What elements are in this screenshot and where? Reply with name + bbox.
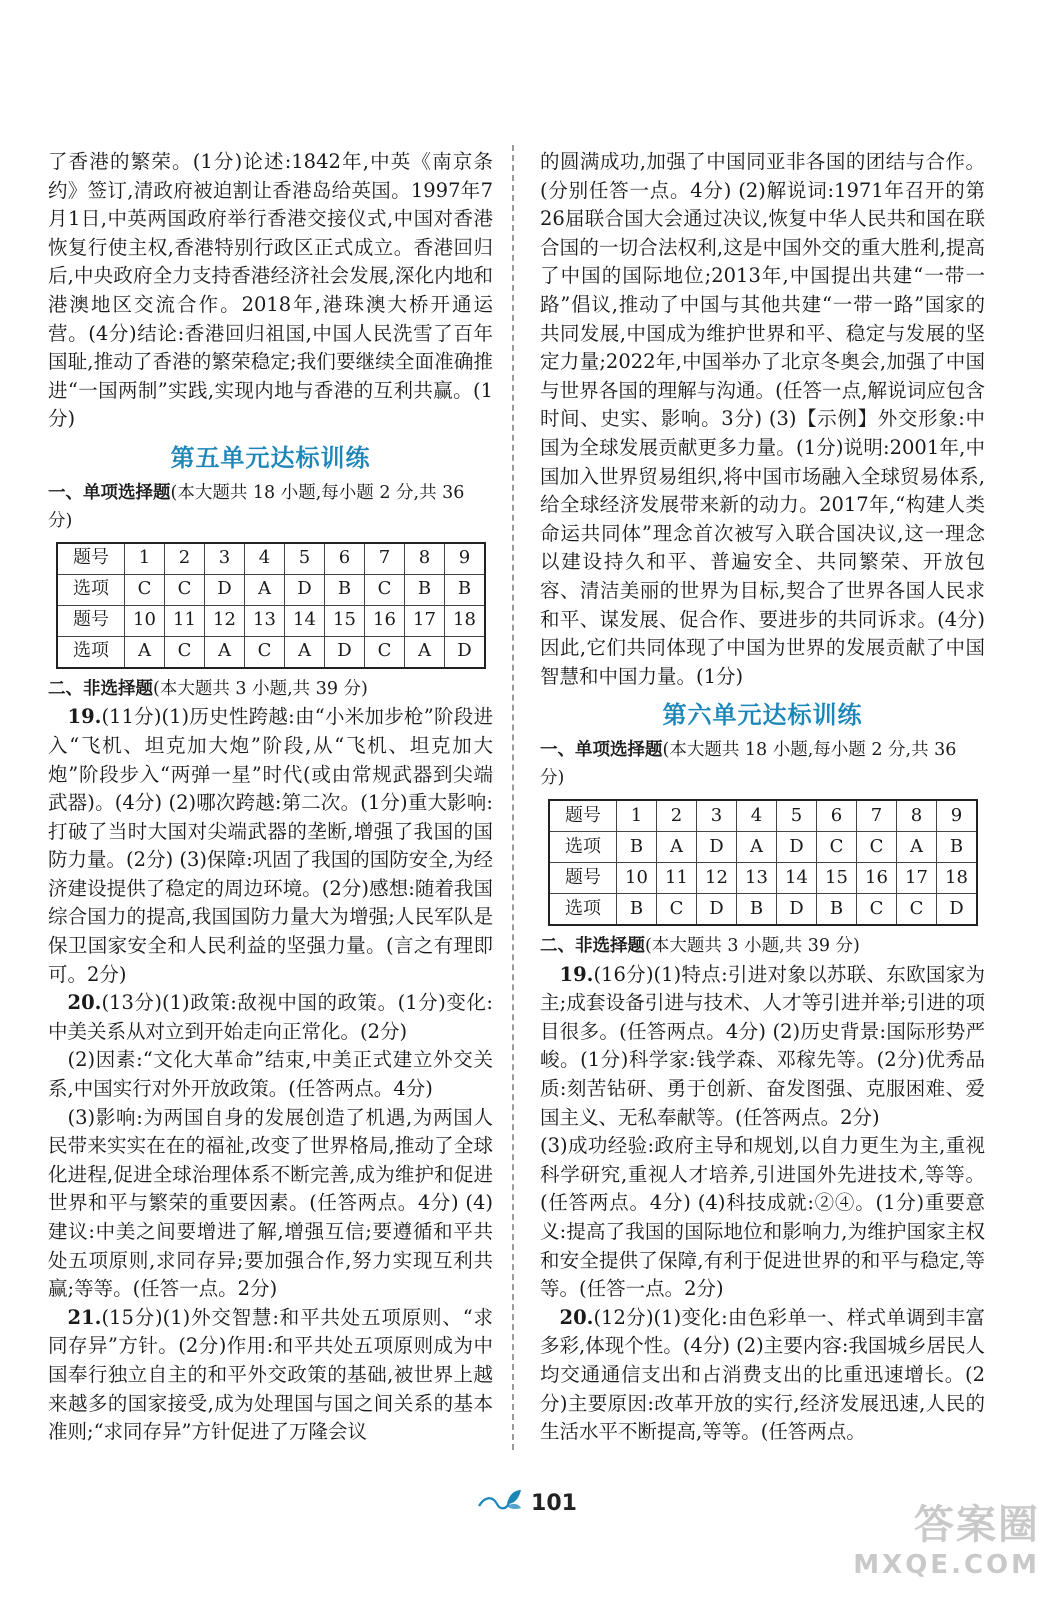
answer-20-part2: (2)因素:“文化大革命”结束,中美正式建立外交关系,中国实行对外开放政策。(任答两点。4分) bbox=[48, 1048, 493, 1101]
table-cell: 3 bbox=[205, 543, 245, 575]
table-cell: D bbox=[697, 894, 737, 926]
table-cell: 9 bbox=[445, 543, 486, 575]
table-cell: 2 bbox=[657, 800, 697, 832]
table-cell: 11 bbox=[165, 605, 205, 636]
table-cell: 15 bbox=[325, 605, 365, 636]
answer-19 bbox=[540, 961, 985, 1133]
row-header: 选项 bbox=[549, 894, 617, 926]
table-cell: A bbox=[405, 636, 445, 668]
table-cell: 15 bbox=[817, 863, 857, 894]
unit-title: 第五单元达标训练 bbox=[170, 442, 371, 472]
table-cell: C bbox=[857, 832, 897, 863]
section-title: 一、单项选择题 bbox=[48, 482, 171, 503]
table-cell: D bbox=[937, 894, 978, 926]
table-cell: B bbox=[817, 894, 857, 926]
table-cell: A bbox=[245, 574, 285, 605]
table-cell: A bbox=[205, 636, 245, 668]
table-cell: C bbox=[245, 636, 285, 668]
table-cell: A bbox=[737, 832, 777, 863]
table-row bbox=[57, 574, 485, 605]
table-cell: C bbox=[365, 574, 405, 605]
row-header: 题号 bbox=[57, 543, 125, 575]
table-row bbox=[549, 863, 977, 894]
row-header: 选项 bbox=[57, 636, 125, 668]
table-cell: 12 bbox=[697, 863, 737, 894]
answer-19-part2: (3)成功经验:政府主导和规划,以自力更生为主,重视科学研究,重视人才培养,引进国外先进技术,等等。(任答两点。4分) (4)科技成就:②④。(1分)重要意义:提高了我国的国际地位和影响力,为维护国家主权和安全提供了保障,有利于促进世界的和平与稳定,等等。(任答一点。2分) bbox=[540, 1134, 985, 1301]
table-cell: 17 bbox=[897, 863, 937, 894]
table-cell: B bbox=[617, 894, 657, 926]
section-heading bbox=[48, 675, 493, 704]
row-header: 选项 bbox=[549, 832, 617, 863]
column-divider bbox=[512, 145, 514, 1450]
answer-21 bbox=[48, 1304, 493, 1447]
question-number: 19. bbox=[559, 962, 594, 986]
table-cell: 2 bbox=[165, 543, 205, 575]
section-note: (本大题共 18 小题,每小题 2 分,共 36 分) bbox=[540, 739, 957, 789]
answer-text: (12分)(1)变化:由色彩单一、样式单调到丰富多彩,体现个性。(4分) (2)主要内容:我国城乡居民人均交通通信支出和占消费支出的比重迅速增长。(2分)主要原因:改革开放的实行,经济发展迅速,人民的生活水平不断提高,等等。(任答两点。 bbox=[540, 1305, 985, 1444]
table-cell: C bbox=[165, 574, 205, 605]
section-note: (本大题共 3 小题,共 39 分) bbox=[153, 678, 368, 699]
right-column bbox=[540, 148, 985, 1447]
left-column bbox=[48, 148, 493, 1447]
question-number: 19. bbox=[67, 705, 102, 729]
table-cell: 17 bbox=[405, 605, 445, 636]
question-number: 21. bbox=[67, 1305, 102, 1329]
table-cell: D bbox=[697, 832, 737, 863]
answer-19 bbox=[48, 703, 493, 989]
table-cell: C bbox=[165, 636, 205, 668]
answer-text: (15分)(1)外交智慧:和平共处五项原则、“求同存异”方针。(2分)作用:和平共处五项原则成为中国奉行独立自主的和平外交政策的基础,被世界上越来越多的国家接受,成为处理国与国之间关系的基本准则;“求同存异”方针促进了万隆会议 bbox=[48, 1305, 493, 1444]
table-cell: A bbox=[125, 636, 165, 668]
table-cell: D bbox=[285, 574, 325, 605]
table-cell: 16 bbox=[857, 863, 897, 894]
answer-table bbox=[56, 542, 486, 669]
answer-20 bbox=[48, 989, 493, 1046]
table-cell: D bbox=[777, 832, 817, 863]
table-cell: 1 bbox=[125, 543, 165, 575]
section-title: 一、单项选择题 bbox=[540, 739, 663, 760]
table-cell: 10 bbox=[125, 605, 165, 636]
table-cell: D bbox=[445, 636, 486, 668]
table-cell: 12 bbox=[205, 605, 245, 636]
watermark bbox=[853, 1493, 1040, 1580]
table-cell: A bbox=[285, 636, 325, 668]
table-cell: 7 bbox=[857, 800, 897, 832]
table-cell: B bbox=[325, 574, 365, 605]
table-cell: 14 bbox=[777, 863, 817, 894]
table-cell: B bbox=[405, 574, 445, 605]
table-cell: C bbox=[857, 894, 897, 926]
table-row bbox=[57, 543, 485, 575]
table-cell: D bbox=[205, 574, 245, 605]
table-cell: 6 bbox=[325, 543, 365, 575]
watermark-url: MXQE.COM bbox=[853, 1550, 1040, 1580]
table-cell: 4 bbox=[737, 800, 777, 832]
table-cell: A bbox=[897, 832, 937, 863]
table-cell: 8 bbox=[897, 800, 937, 832]
table-cell: 16 bbox=[365, 605, 405, 636]
answer-paragraph: 的圆满成功,加强了中国同亚非各国的团结与合作。(分别任答一点。4分) (2)解说词:1971年召开的第26届联合国大会通过决议,恢复中华人民共和国在联合国的一切合法权利,这是中国外交的重大胜利,提高了中国的国际地位;2013年,中国提出共建“一带一路”倡议,推动了中国与其他共建“一带一路”国家的共同发展,中国成为维护世界和平、稳定与发展的坚定力量;2022年,中国举办了北京冬奥会,加强了中国与世界各国的理解与沟通。(任答一点,解说词应包含时间、史实、影响。3分) (3)【示例】外交形象:中国为全球发展贡献更多力量。(1分)说明:2001年,中国加入世界贸易组织,将中国市场融入全球贸易体系,给全球经济发展带来新的动力。2017年,“构建人类命运共同体”理念首次被写入联合国决议,这一理念以建设持久和平、普遍安全、共同繁荣、开放包容、清洁美丽的世界为目标,契合了世界各国人民求和平、谋发展、促合作、要进步的共同诉求。(4分)因此,它们共同体现了中国为世界的发展贡献了中国智慧和中国力量。(1分) bbox=[540, 150, 985, 688]
section-heading bbox=[540, 932, 985, 961]
table-cell: D bbox=[777, 894, 817, 926]
table-cell: C bbox=[897, 894, 937, 926]
table-cell: 7 bbox=[365, 543, 405, 575]
question-number: 20. bbox=[67, 991, 102, 1015]
table-cell: 18 bbox=[937, 863, 978, 894]
section-note: (本大题共 18 小题,每小题 2 分,共 36 分) bbox=[48, 482, 465, 532]
table-cell: 13 bbox=[737, 863, 777, 894]
section-title: 二、非选择题 bbox=[48, 678, 153, 699]
table-cell: C bbox=[817, 832, 857, 863]
answer-text: (11分)(1)历史性跨越:由“小米加步枪”阶段进入“飞机、坦克加大炮”阶段,从“飞机、坦克加大炮”阶段步入“两弹一星”时代(或由常规武器到尖端武器)。(4分) (2)哪次跨越:第二次。(1分)重大影响:打破了当时大国对尖端武器的垄断,增强了我国的国防力量。(2分) (3)保障:巩固了我国的国防安全,为经济建设提供了稳定的周边环境。(2分)感想:随着我国综合国力的提高,我国国防力量大为增强;人民军队是保卫国家安全和人民利益的坚强力量。(言之有理即可。2分) bbox=[48, 705, 493, 986]
table-row bbox=[549, 894, 977, 926]
leaf-ornament-icon bbox=[477, 1488, 523, 1520]
table-cell: C bbox=[365, 636, 405, 668]
table-cell: B bbox=[737, 894, 777, 926]
table-cell: B bbox=[617, 832, 657, 863]
table-row bbox=[549, 800, 977, 832]
watermark-logo: 答案圈 bbox=[914, 1502, 1040, 1548]
table-cell: 10 bbox=[617, 863, 657, 894]
table-cell: 6 bbox=[817, 800, 857, 832]
row-header: 题号 bbox=[549, 800, 617, 832]
answer-text: (13分)(1)政策:敌视中国的政策。(1分)变化:中美关系从对立到开始走向正常化。(2分) bbox=[48, 991, 493, 1043]
answer-text: (16分)(1)特点:引进对象以苏联、东欧国家为主;成套设备引进与技术、人才等引进并举;引进的项目很多。(任答两点。4分) (2)历史背景:国际形势严峻。(1分)科学家:钱学森、邓稼先等。(2分)优秀品质:刻苦钻研、勇于创新、奋发图强、克服困难、爱国主义、无私奉献等。(任答两点。2分) bbox=[540, 962, 985, 1129]
table-cell: B bbox=[937, 832, 978, 863]
table-cell: 5 bbox=[777, 800, 817, 832]
row-header: 题号 bbox=[549, 863, 617, 894]
answer-20 bbox=[540, 1304, 985, 1447]
section-heading bbox=[540, 736, 985, 793]
question-number: 20. bbox=[559, 1305, 594, 1329]
table-cell: 13 bbox=[245, 605, 285, 636]
page-number: 101 bbox=[531, 1491, 577, 1516]
section-note: (本大题共 3 小题,共 39 分) bbox=[645, 936, 860, 957]
table-cell: C bbox=[125, 574, 165, 605]
row-header: 题号 bbox=[57, 605, 125, 636]
table-cell: B bbox=[445, 574, 486, 605]
table-cell: 9 bbox=[937, 800, 978, 832]
table-cell: 18 bbox=[445, 605, 486, 636]
table-cell: 14 bbox=[285, 605, 325, 636]
answer-paragraph: 了香港的繁荣。(1分)论述:1842年,中英《南京条约》签订,清政府被迫割让香港岛给英国。1997年7月1日,中英两国政府举行香港交接仪式,中国对香港恢复行使主权,香港特别行政区正式成立。香港回归后,中央政府全力支持香港经济社会发展,深化内地和港澳地区交流合作。2018年,港珠澳大桥开通运营。(4分)结论:香港回归祖国,中国人民洗雪了百年国耻,推动了香港的繁荣稳定;我们要继续全面准确推进“一国两制”实践,实现内地与香港的互利共赢。(1分) bbox=[48, 150, 493, 431]
table-cell: 1 bbox=[617, 800, 657, 832]
table-row bbox=[549, 832, 977, 863]
table-cell: 5 bbox=[285, 543, 325, 575]
answer-20-part3: (3)影响:为两国自身的发展创造了机遇,为两国人民带来实实在在的福祉,改变了世界格局,推动了全球化进程,促进全球治理体系不断完善,成为维护和促进世界和平与繁荣的重要因素。(任答两点。4分) (4)建议:中美之间要增进了解,增强互信;要遵循和平共处五项原则,求同存异;要加强合作,努力实现互利共赢;等等。(任答一点。2分) bbox=[48, 1105, 493, 1301]
table-cell: C bbox=[657, 894, 697, 926]
table-row bbox=[57, 636, 485, 668]
table-cell: A bbox=[657, 832, 697, 863]
table-row bbox=[57, 605, 485, 636]
unit-title: 第六单元达标训练 bbox=[662, 700, 863, 730]
table-cell: D bbox=[325, 636, 365, 668]
section-title: 二、非选择题 bbox=[540, 936, 645, 957]
table-cell: 11 bbox=[657, 863, 697, 894]
table-cell: 3 bbox=[697, 800, 737, 832]
table-cell: 8 bbox=[405, 543, 445, 575]
section-heading bbox=[48, 479, 493, 536]
answer-table bbox=[548, 799, 978, 926]
table-cell: 4 bbox=[245, 543, 285, 575]
row-header: 选项 bbox=[57, 574, 125, 605]
